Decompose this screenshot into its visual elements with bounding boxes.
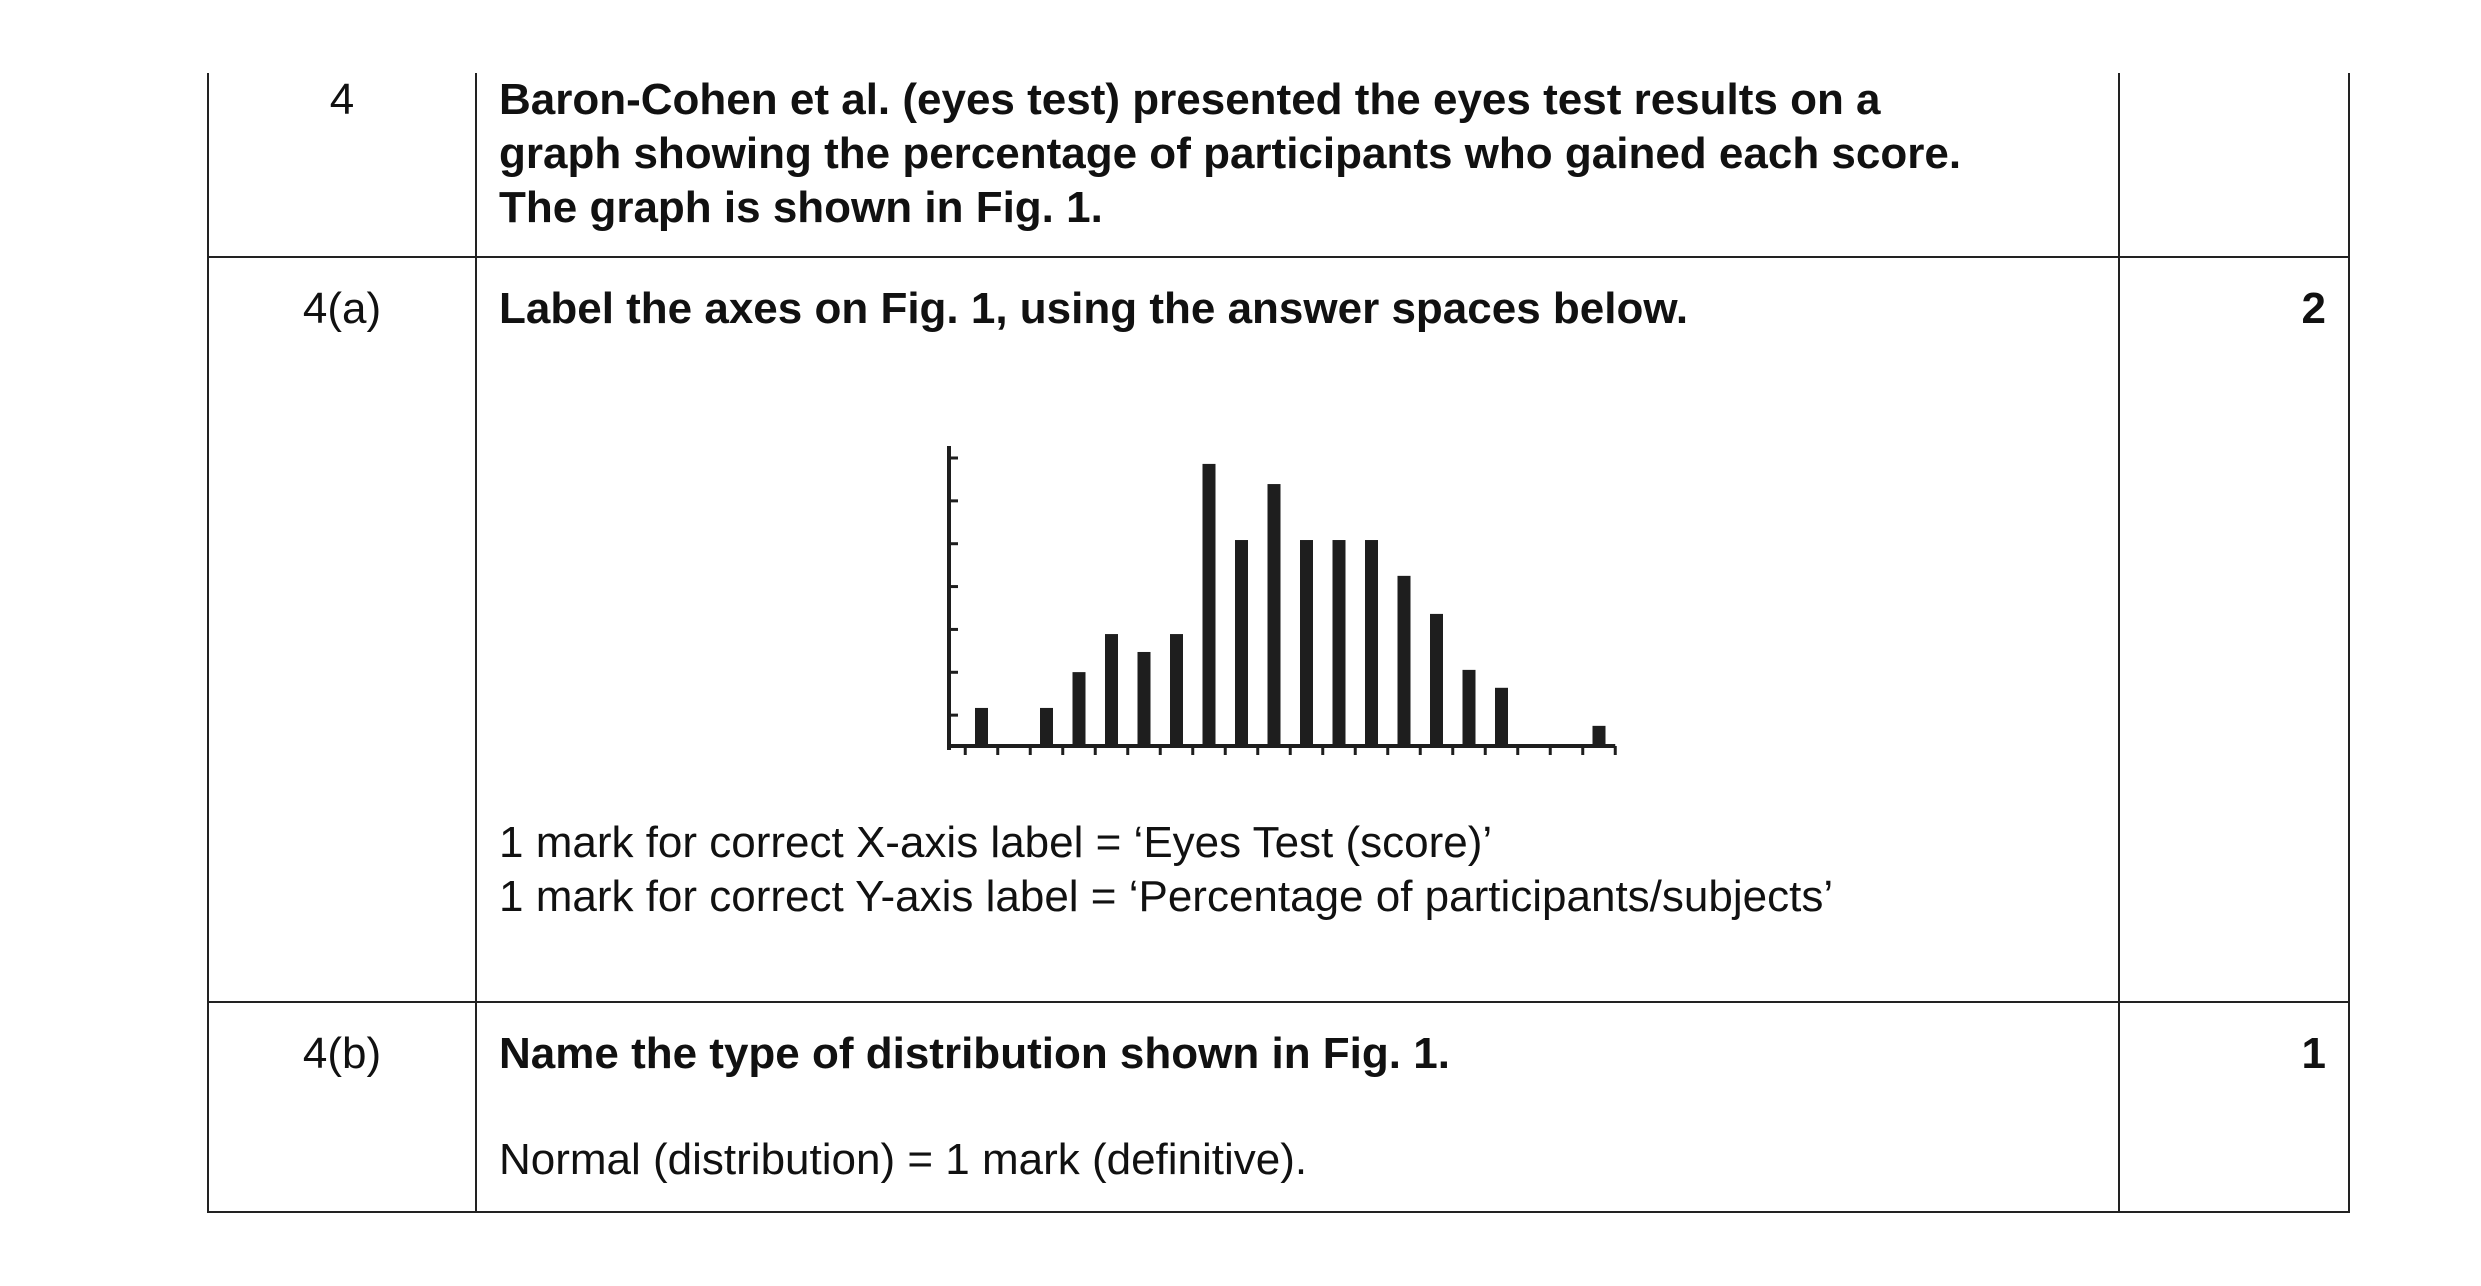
answer-line-y-axis: 1 mark for correct Y-axis label = ‘Percentage of participants/subjects’ [499,872,1834,921]
bar [1073,672,1086,746]
question-number-cell [208,73,476,257]
question-text: Label the axes on Fig. 1, using the answer spaces below. [499,284,1689,333]
bar [1593,726,1606,746]
bar [1105,634,1118,746]
bar [1040,708,1053,746]
bar [1138,652,1151,746]
bar [1430,614,1443,746]
bar [1235,540,1248,746]
marks-cell [2119,1002,2349,1212]
question-answer-cell [476,1002,2119,1212]
answer-guidance [499,816,2096,924]
mark-scheme-table [207,73,2350,1213]
fig-1-chart [939,436,1619,766]
answer-text: Normal (distribution) = 1 mark (definitive). [499,1135,1308,1184]
bar [1495,688,1508,746]
question-number: 4(b) [302,1029,382,1078]
marks-cell [2119,257,2349,1002]
marks-cell [2119,73,2349,257]
question-answer-cell [476,257,2119,1002]
bar [1170,634,1183,746]
question-stem-line: The graph is shown in Fig. 1. [499,183,1103,232]
answer-line-x-axis: 1 mark for correct X-axis label = ‘Eyes Test (score)’ [499,818,1493,867]
bar [1203,464,1216,746]
row-question-4b [208,1002,2349,1212]
bar-chart-svg [939,436,1619,766]
question-number: 4 [329,75,355,124]
question-stem-line: graph showing the percentage of participants who gained each score. [499,129,1962,178]
bar [1463,670,1476,746]
marks-value: 1 [2301,1029,2326,1078]
question-stem-line: Baron-Cohen et al. (eyes test) presented the eyes test results on a [499,75,1881,124]
bar [1300,540,1313,746]
marks-value: 2 [2301,284,2326,333]
row-question-4a [208,257,2349,1002]
question-stem-cell [476,73,2119,257]
question-text: Name the type of distribution shown in Fig. 1. [499,1029,1450,1078]
question-number: 4(a) [302,284,382,333]
row-question-4 [208,73,2349,257]
question-number-cell [208,257,476,1002]
bar [975,708,988,746]
bar [1398,576,1411,746]
bar [1268,484,1281,746]
bar [1333,540,1346,746]
question-number-cell [208,1002,476,1212]
bar [1365,540,1378,746]
question-stem [499,73,2096,235]
